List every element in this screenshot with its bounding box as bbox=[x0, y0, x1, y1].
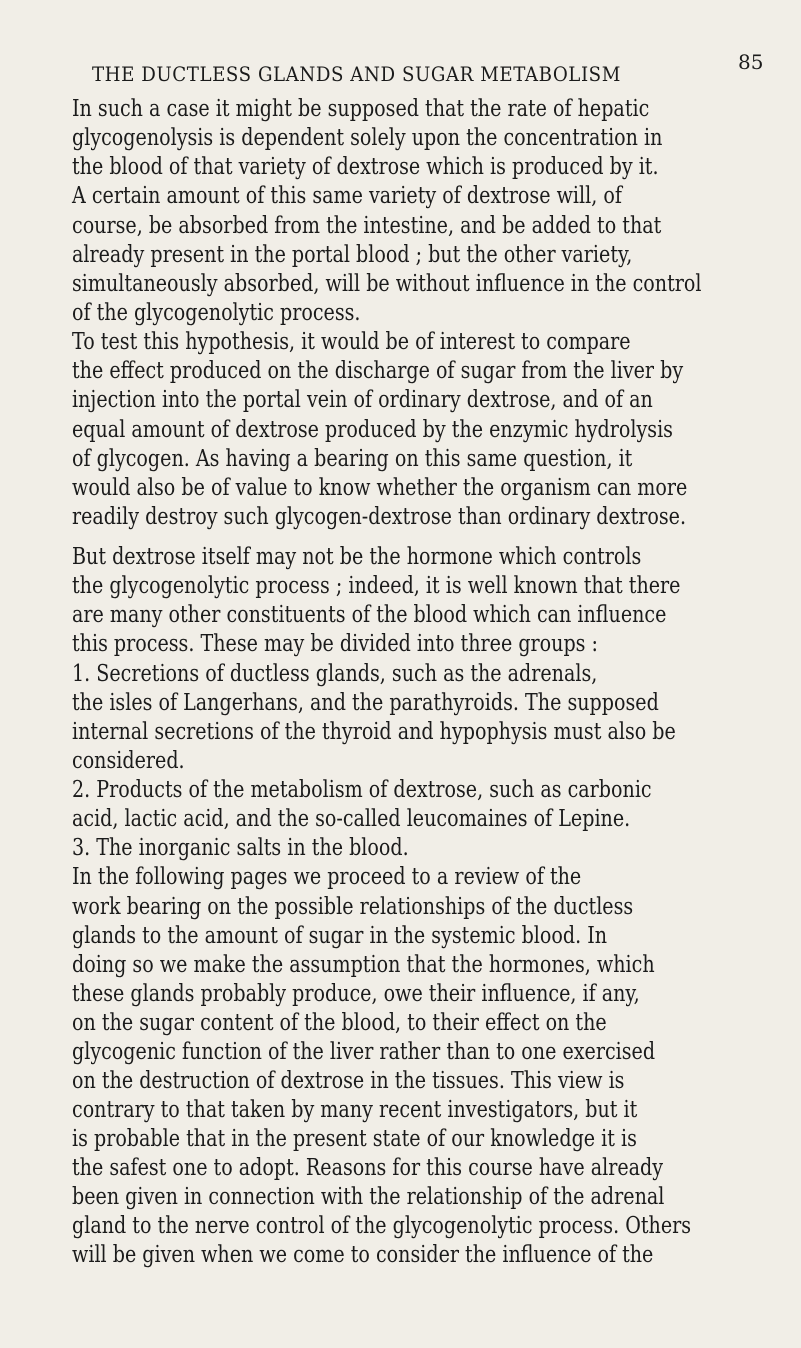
text-line: this process. These may be divided into three groups : bbox=[72, 631, 598, 657]
text-line: readily destroy such glycogen-dextrose than ordinary dextrose. bbox=[72, 504, 687, 530]
text-line: is probable that in the present state of our knowledge it is bbox=[72, 1126, 637, 1152]
text-line: been given in connection with the relationship of the adrenal bbox=[72, 1184, 665, 1210]
running-title: THE DUCTLESS GLANDS AND SUGAR METABOLISM bbox=[92, 62, 621, 86]
text-line: glycogenic function of the liver rather than to one exercised bbox=[72, 1039, 656, 1065]
text-line: A certain amount of this same variety of dextrose will, of bbox=[72, 183, 622, 209]
text-line: the blood of that variety of dextrose which is produced by it. bbox=[72, 154, 659, 180]
page-number: 85 bbox=[738, 50, 764, 74]
text-line: would also be of value to know whether the organism can more bbox=[72, 475, 688, 501]
text-line: the effect produced on the discharge of sugar from the liver by bbox=[72, 358, 684, 384]
text-line: of the glycogenolytic process. bbox=[72, 300, 361, 326]
text-line: But dextrose itself may not be the hormone which controls bbox=[72, 544, 642, 570]
text-line: glands to the amount of sugar in the systemic blood. In bbox=[72, 923, 608, 949]
text-line: In the following pages we proceed to a review of the bbox=[72, 864, 582, 890]
text-line: acid, lactic acid, and the so-called leucomaines of Lepine. bbox=[72, 806, 631, 832]
text-line: gland to the nerve control of the glycogenolytic process. Others bbox=[72, 1213, 692, 1239]
text-line: will be given when we come to consider the influence of the bbox=[72, 1242, 654, 1268]
text-line: on the destruction of dextrose in the tissues. This view is bbox=[72, 1068, 625, 1094]
running-head bbox=[0, 30, 801, 86]
text-line: 3. The inorganic salts in the blood. bbox=[72, 835, 409, 861]
text-line: these glands probably produce, owe their influence, if any, bbox=[72, 981, 640, 1007]
text-line: internal secretions of the thyroid and hypophysis must also be bbox=[72, 719, 676, 745]
text-line: glycogenolysis is dependent solely upon the concentration in bbox=[72, 125, 663, 151]
text-line: the safest one to adopt. Reasons for this course have already bbox=[72, 1155, 663, 1181]
text-line: To test this hypothesis, it would be of interest to compare bbox=[72, 329, 631, 355]
text-line: already present in the portal blood ; but the other variety, bbox=[72, 242, 633, 268]
text-line: 2. Products of the metabolism of dextrose, such as carbonic bbox=[72, 777, 652, 803]
text-line: In such a case it might be supposed that the rate of hepatic bbox=[72, 96, 650, 122]
text-line: 1. Secretions of ductless glands, such as the adrenals, bbox=[72, 661, 598, 687]
text-line: doing so we make the assumption that the hormones, which bbox=[72, 952, 655, 978]
text-line: injection into the portal vein of ordinary dextrose, and of an bbox=[72, 387, 653, 413]
text-line: considered. bbox=[72, 748, 185, 774]
text-line: work bearing on the possible relationships of the ductless bbox=[72, 894, 634, 920]
text-line: on the sugar content of the blood, to their effect on the bbox=[72, 1010, 607, 1036]
text-line: the isles of Langerhans, and the parathyroids. The supposed bbox=[72, 690, 659, 716]
text-line: the glycogenolytic process ; indeed, it is well known that there bbox=[72, 573, 681, 599]
text-line: are many other constituents of the blood which can influence bbox=[72, 602, 667, 628]
text-line: simultaneously absorbed, will be without influence in the control bbox=[72, 271, 702, 297]
text-line: course, be absorbed from the intestine, and be added to that bbox=[72, 213, 662, 239]
text-line: equal amount of dextrose produced by the enzymic hydrolysis bbox=[72, 417, 673, 443]
text-line: of glycogen. As having a bearing on this same question, it bbox=[72, 446, 633, 472]
text-line: contrary to that taken by many recent investigators, but it bbox=[72, 1097, 638, 1123]
